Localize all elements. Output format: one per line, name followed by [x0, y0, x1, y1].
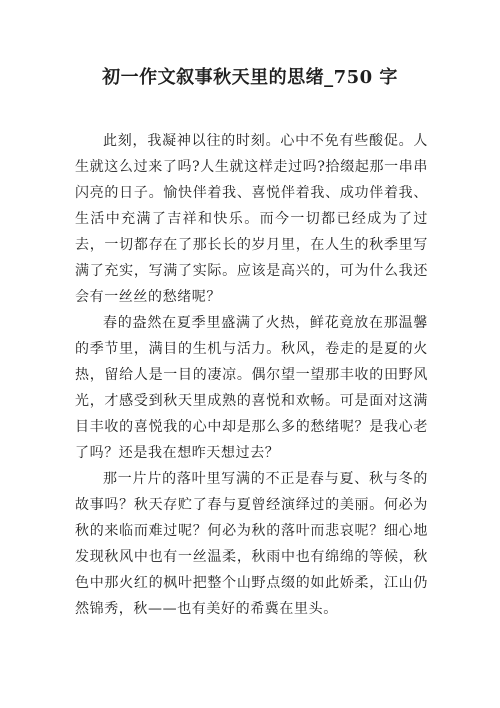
paragraph-1: 此刻，我凝神以往的时刻。心中不免有些酸促。人生就这么过来了吗?人生就这样走过吗?拾缀起那一串串闪亮的日子。愉快伴着我、喜悦伴着我、成功伴着我、生活中充满了吉祥和快乐。而今一切都已经成为了过去，一切都存在了那长长的岁月里，在人生的秋季里写满了充实，写满了实际。应该是高兴的，可为什么我还会有一丝丝的愁绪呢？ — [75, 133, 428, 305]
paragraph-2: 春的盎然在夏季里盛满了火热，鲜花竟放在那温馨的季节里，满目的生机与活力。秋风，卷走的是夏的火热，留给人是一目的凄凉。偶尔望一望那丰收的田野风光，才感受到秋天里成熟的喜悦和欢畅。可是面对这满目丰收的喜悦我的心中却是那么多的愁绪呢？是我心老了吗？还是我在想昨天想过去？ — [75, 315, 428, 461]
paragraph-3: 那一片片的落叶里写满的不正是春与夏、秋与冬的故事吗？秋天存贮了春与夏曾经演绎过的美丽。何必为秋的来临而难过呢？何必为秋的落叶而悲哀呢？细心地发现秋风中也有一丝温柔，秋雨中也有绵绵的等候，秋色中那火红的枫叶把整个山野点缀的如此娇柔，江山仍然锦秀，秋——也有美好的希冀在里头。 — [75, 471, 428, 617]
article-body — [75, 128, 428, 622]
page-title: 初一作文叙事秋天里的思绪_750 字 — [102, 67, 398, 88]
